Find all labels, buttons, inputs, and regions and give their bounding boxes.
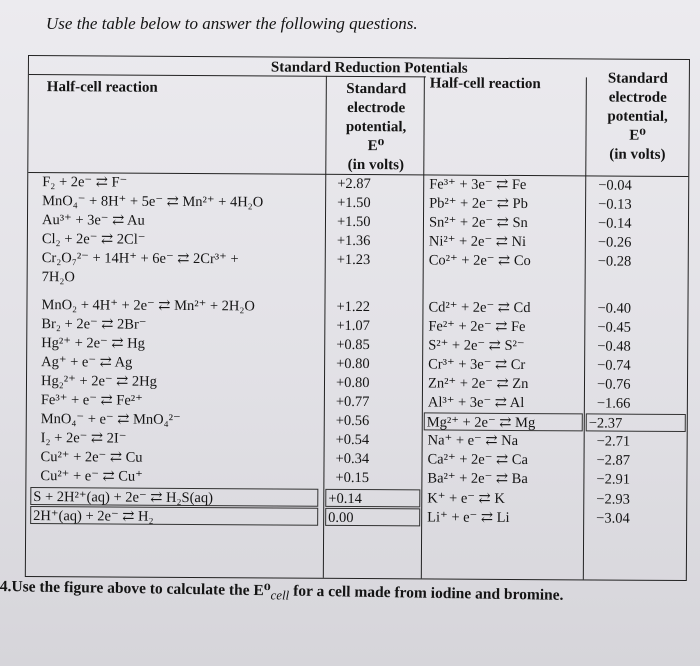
left-potential-header: Standard electrode potential, E⁰ (in volts) bbox=[345, 80, 407, 174]
left-reaction: F₂ + 2e⁻ ⇄ F⁻ bbox=[42, 174, 128, 191]
right-reaction: Fe²⁺ + 2e⁻ ⇄ Fe bbox=[428, 318, 526, 336]
right-reaction: Zn²⁺ + 2e⁻ ⇄ Zn bbox=[427, 375, 529, 393]
right-potential: −3.04 bbox=[596, 510, 630, 527]
right-potential-header: Standard electrode potential, E⁰ (in volts) bbox=[607, 70, 668, 163]
right-potential: −2.93 bbox=[596, 491, 630, 508]
right-potential: −2.71 bbox=[596, 433, 631, 450]
right-reaction: Pb²⁺ + 2e⁻ ⇄ Pb bbox=[429, 195, 528, 213]
right-reaction: Sn²⁺ + 2e⁻ ⇄ Sn bbox=[428, 214, 528, 232]
left-reaction: 7H₂O bbox=[41, 269, 75, 286]
right-potential: −0.45 bbox=[597, 319, 631, 336]
left-reaction: S + 2H²⁺(aq) + 2e⁻ ⇄ H₂S(aq) bbox=[30, 487, 318, 507]
right-reaction: Al³⁺ + 3e⁻ ⇄ Al bbox=[427, 394, 525, 412]
left-potential: +0.15 bbox=[335, 469, 370, 487]
right-potential: −0.14 bbox=[597, 215, 632, 232]
left-reaction: MnO₂ + 4H⁺ + 2e⁻ ⇄ Mn²⁺ + 2H₂O bbox=[41, 297, 255, 315]
right-reaction: Co²⁺ + 2e⁻ ⇄ Co bbox=[428, 252, 531, 270]
left-reaction-header: Half-cell reaction bbox=[46, 79, 158, 96]
reduction-potentials-table bbox=[25, 55, 690, 581]
left-potential: +0.85 bbox=[336, 336, 370, 354]
question-text-end: for a cell made from iodine and bromine. bbox=[289, 582, 564, 604]
left-reaction: Fe³⁺ + e⁻ ⇄ Fe²⁺ bbox=[40, 392, 143, 409]
left-reaction: I₂ + 2e⁻ ⇄ 2I⁻ bbox=[40, 430, 127, 447]
left-potential: +1.50 bbox=[336, 213, 371, 231]
right-potential: −0.48 bbox=[597, 338, 631, 355]
left-reaction: Ag⁺ + e⁻ ⇄ Ag bbox=[41, 354, 133, 371]
right-potential: −0.13 bbox=[598, 196, 632, 213]
right-potential: −2.87 bbox=[596, 452, 631, 469]
right-reaction: Mg²⁺ + 2e⁻ ⇄ Mg bbox=[424, 412, 583, 431]
right-potential: −0.04 bbox=[598, 177, 632, 194]
left-reaction: MnO₄⁻ + e⁻ ⇄ MnO₄²⁻ bbox=[40, 411, 181, 428]
left-potential: +0.80 bbox=[336, 355, 370, 373]
right-reaction: Ba²⁺ + 2e⁻ ⇄ Ba bbox=[427, 470, 528, 488]
left-reaction: MnO₄⁻ + 8H⁺ + 5e⁻ ⇄ Mn²⁺ + 4H₂O bbox=[42, 193, 264, 211]
right-reaction: Cd²⁺ + 2e⁻ ⇄ Cd bbox=[428, 299, 531, 317]
left-potential: +1.23 bbox=[336, 251, 371, 269]
left-potential: +2.87 bbox=[337, 175, 371, 193]
right-potential: −2.91 bbox=[596, 471, 631, 488]
left-potential: +0.34 bbox=[335, 450, 370, 468]
left-reaction: Hg₂²⁺ + 2e⁻ ⇄ 2Hg bbox=[40, 373, 157, 390]
left-potential: 0.00 bbox=[325, 508, 420, 527]
instruction-text: Use the table below to answer the following questions. bbox=[46, 14, 418, 33]
left-reaction: 2H⁺(aq) + 2e⁻ ⇄ H₂ bbox=[30, 506, 318, 526]
right-reaction: Ca²⁺ + 2e⁻ ⇄ Ca bbox=[427, 451, 528, 469]
right-potential: −0.40 bbox=[597, 300, 632, 317]
column-divider bbox=[583, 77, 587, 579]
left-potential: +1.07 bbox=[336, 317, 370, 335]
left-potential: +0.54 bbox=[335, 431, 370, 449]
right-potential: −1.66 bbox=[596, 395, 631, 412]
right-potential: −0.74 bbox=[597, 357, 631, 374]
question-text-start: Use the figure above to calculate the E⁰ bbox=[11, 578, 271, 600]
left-reaction: Hg²⁺ + 2e⁻ ⇄ Hg bbox=[41, 335, 145, 352]
right-reaction: Li⁺ + e⁻ ⇄ Li bbox=[427, 509, 510, 526]
right-reaction: Cr³⁺ + 3e⁻ ⇄ Cr bbox=[428, 356, 526, 374]
left-potential: +0.14 bbox=[325, 489, 420, 508]
right-reaction: Ni²⁺ + 2e⁻ ⇄ Ni bbox=[428, 233, 527, 251]
left-potential: +1.50 bbox=[337, 194, 371, 212]
question-subscript: cell bbox=[270, 587, 290, 603]
left-reaction: Au³⁺ + 3e⁻ ⇄ Au bbox=[41, 212, 145, 229]
left-reaction: Cu²⁺ + e⁻ ⇄ Cu⁺ bbox=[40, 468, 143, 485]
left-potential: +1.36 bbox=[336, 232, 371, 250]
left-reaction: Cu²⁺ + 2e⁻ ⇄ Cu bbox=[40, 449, 143, 466]
right-reaction: K⁺ + e⁻ ⇄ K bbox=[427, 490, 505, 507]
left-potential: +0.80 bbox=[335, 374, 370, 392]
left-reaction: Cl₂ + 2e⁻ ⇄ 2Cl⁻ bbox=[41, 231, 146, 248]
right-reaction: Na⁺ + e⁻ ⇄ Na bbox=[427, 432, 519, 450]
table-title: Standard Reduction Potentials bbox=[270, 59, 468, 77]
right-reaction-header: Half-cell reaction bbox=[429, 75, 541, 93]
right-potential: −0.28 bbox=[597, 253, 632, 270]
left-reaction: Cr₂O₇²⁻ + 14H⁺ + 6e⁻ ⇄ 2Cr³⁺ + bbox=[41, 250, 239, 268]
right-reaction: S²⁺ + 2e⁻ ⇄ S²⁻ bbox=[428, 337, 525, 355]
question-4 bbox=[0, 576, 564, 608]
left-potential: +0.77 bbox=[335, 393, 370, 411]
right-reaction: Fe³⁺ + 3e⁻ ⇄ Fe bbox=[429, 176, 527, 194]
right-potential: −2.37 bbox=[586, 413, 686, 432]
left-potential: +0.56 bbox=[335, 412, 370, 430]
right-potential: −0.26 bbox=[597, 234, 632, 251]
right-potential: −0.76 bbox=[596, 376, 631, 393]
question-number: 4. bbox=[0, 577, 12, 596]
left-reaction: Br₂ + 2e⁻ ⇄ 2Br⁻ bbox=[41, 316, 147, 333]
left-potential: +1.22 bbox=[336, 298, 371, 316]
